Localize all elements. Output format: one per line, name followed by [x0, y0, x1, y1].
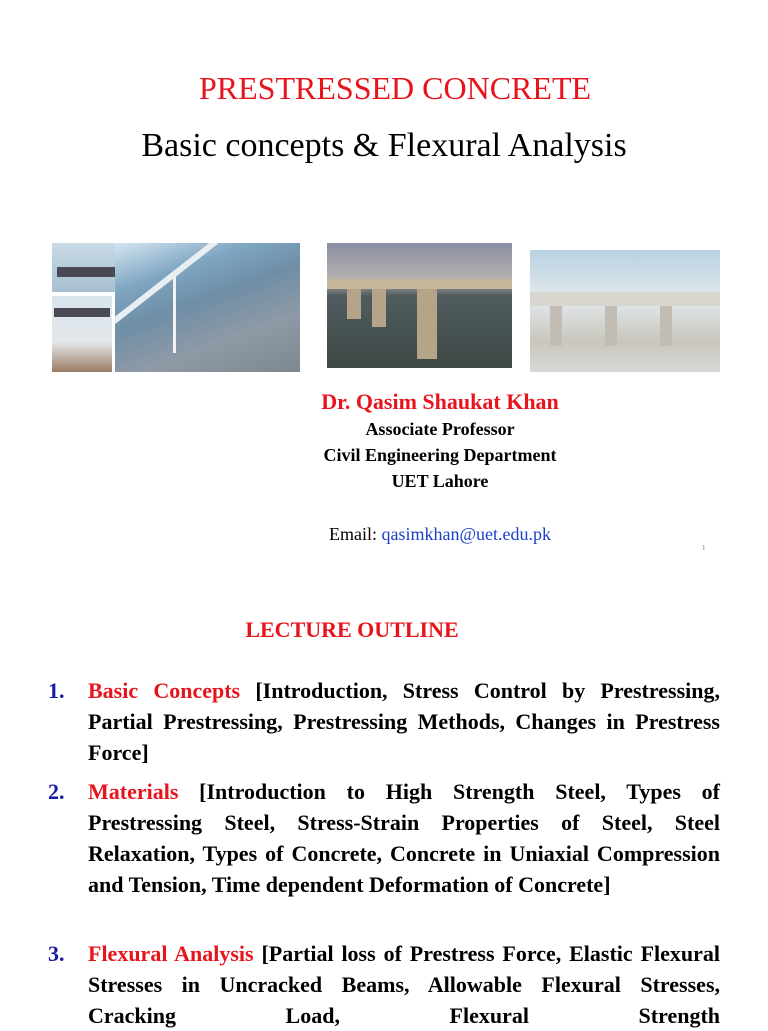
photo-flyover [530, 250, 720, 372]
outline-item-number: 1. [48, 678, 65, 703]
author-institution: UET Lahore [391, 471, 489, 491]
email-label: Email: [328, 524, 382, 544]
outline-item-number: 2. [48, 779, 65, 804]
outline-item-topic: Flexural Analysis [88, 941, 254, 966]
outline-item [48, 675, 720, 768]
slide-subtitle: Basic concepts & Flexural Analysis [141, 127, 627, 164]
photo-girder-erection-bottom [52, 296, 112, 372]
author-position: Associate Professor [365, 419, 515, 439]
outline-item-topic: Basic Concepts [88, 678, 241, 703]
outline-item-details: [Introduction to High Strength Steel, Types of Prestressing Steel, Stress-Strain Properties of Steel, Steel Relaxation, Types of Concrete, Concrete in Uniaxial Compression and Tension, Time dependent Deformation of Concrete] [88, 779, 720, 897]
email-link[interactable]: qasimkhan@uet.edu.pk [381, 524, 552, 544]
outline-item-details: [Partial loss of Prestress Force, Elastic Flexural Stresses in Uncracked Beams, Allowable Flexural Stresses, Cracking Load, Flexural Strength [88, 941, 720, 1028]
author-name: Dr. Qasim Shaukat Khan [321, 389, 559, 414]
outline-item-topic: Materials [88, 779, 179, 804]
photo-cable-stayed-bridge [115, 243, 300, 372]
page-number: 1 [702, 544, 706, 552]
outline-item [48, 776, 720, 900]
outline-heading: LECTURE OUTLINE [245, 617, 459, 642]
photo-river-bridge [327, 243, 512, 368]
outline-item-number: 3. [48, 941, 65, 966]
slide-title: PRESTRESSED CONCRETE [198, 70, 592, 106]
outline-item-details: [Introduction, Stress Control by Prestressing, Partial Prestressing, Prestressing Methods, Changes in Prestress Force] [88, 678, 720, 765]
author-block [290, 388, 590, 494]
outline-item [48, 938, 720, 1031]
author-department: Civil Engineering Department [323, 445, 557, 465]
email-line [290, 524, 590, 545]
